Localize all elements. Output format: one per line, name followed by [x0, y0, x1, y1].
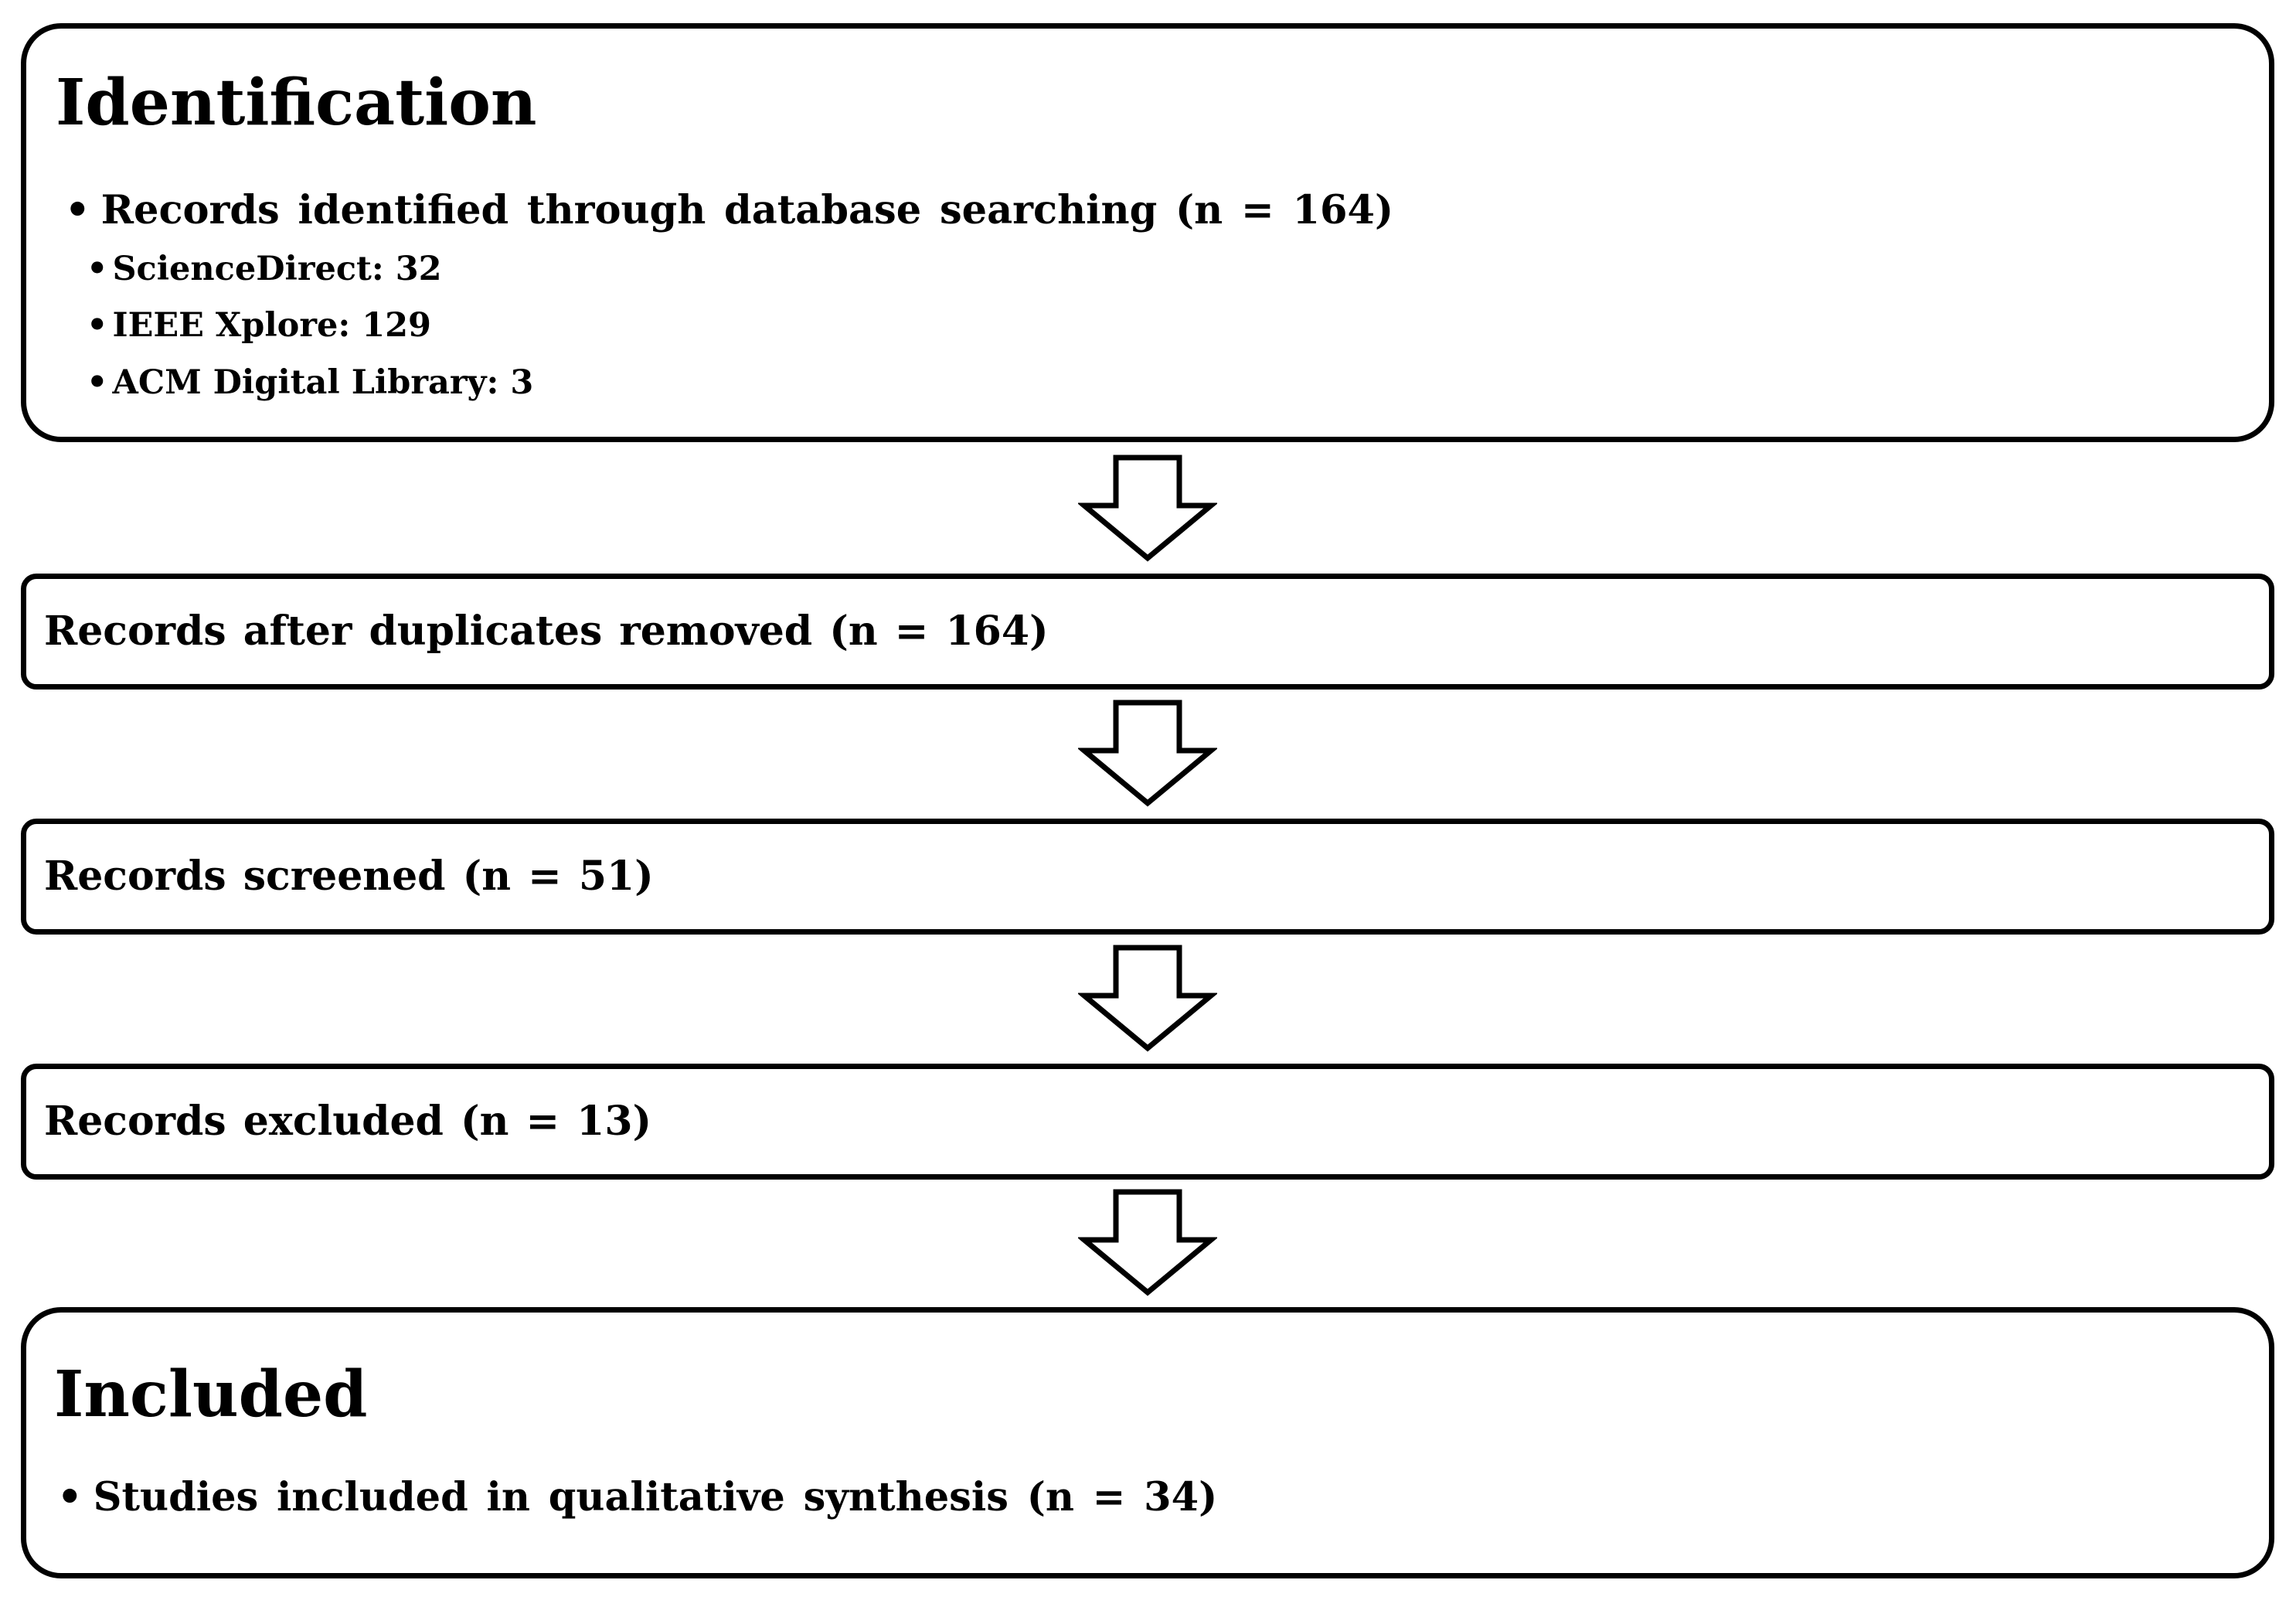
identification-title: Identification	[56, 66, 537, 140]
bullet-icon: •	[87, 250, 108, 288]
source-item-acm-digital-library	[87, 363, 534, 402]
included-main-bullet	[57, 1474, 1218, 1520]
duplicates-removed-box	[21, 574, 2274, 690]
included-box	[21, 1307, 2274, 1578]
down-arrow-icon	[1078, 945, 1217, 1053]
identification-main-text: Records identified through database searching (n = 164)	[100, 187, 1394, 233]
source-label: ACM Digital Library: 3	[112, 363, 534, 402]
source-label: ScienceDirect: 32	[112, 250, 442, 288]
records-excluded-text: Records excluded (n = 13)	[44, 1098, 652, 1145]
source-label: IEEE Xplore: 129	[112, 306, 431, 345]
source-item-ieee-xplore	[87, 306, 431, 345]
bullet-icon: •	[87, 363, 108, 402]
bullet-icon: •	[87, 306, 108, 345]
down-arrow-icon	[1078, 455, 1217, 563]
records-screened-box	[21, 819, 2274, 935]
records-excluded-box	[21, 1064, 2274, 1180]
down-arrow-icon	[1078, 700, 1217, 808]
down-arrow-icon	[1078, 1189, 1217, 1297]
included-title: Included	[54, 1357, 368, 1432]
identification-box	[21, 23, 2274, 442]
duplicates-removed-text: Records after duplicates removed (n = 164)	[44, 608, 1049, 655]
records-screened-text: Records screened (n = 51)	[44, 853, 654, 900]
source-item-sciencedirect	[87, 250, 442, 288]
bullet-icon: •	[57, 1474, 83, 1520]
bullet-icon: •	[65, 187, 90, 233]
included-main-text: Studies included in qualitative synthesis (n = 34)	[93, 1474, 1218, 1520]
identification-main-bullet	[65, 187, 1394, 233]
